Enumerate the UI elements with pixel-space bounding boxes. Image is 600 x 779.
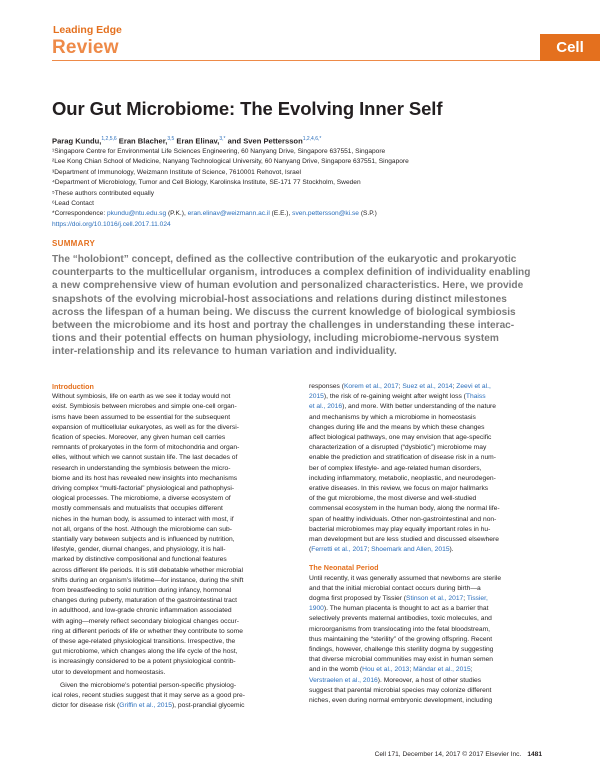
body-text: and in the womb ( bbox=[309, 666, 363, 674]
summary-line: tions and their potential effects on human physiology, including microbiome-nervous system bbox=[52, 333, 499, 345]
author-affiliation-marker: 3,5 bbox=[167, 136, 175, 142]
body-line: across different life periods. It is still debatable whether microbial bbox=[52, 566, 243, 574]
body-line: niches, even during normal embryonic development, including bbox=[309, 697, 493, 705]
section-heading-introduction: Introduction bbox=[52, 382, 94, 391]
body-text: ), post-prandial glycemic bbox=[171, 702, 245, 710]
body-line bbox=[309, 665, 545, 675]
correspondence-text: (S.P.) bbox=[358, 210, 377, 218]
citation-link[interactable]: Griffin et al., 2015 bbox=[119, 702, 172, 710]
citation-link[interactable]: Thaiss bbox=[465, 393, 486, 401]
citation-link[interactable]: Shoemark and Allen, 2015 bbox=[371, 546, 450, 554]
affiliation-line: ⁵These authors contributed equally bbox=[52, 189, 155, 197]
journal-logo: Cell bbox=[540, 34, 600, 61]
citation-link[interactable]: Tissier, bbox=[466, 595, 488, 603]
body-line: utor to development and homeostasis. bbox=[52, 668, 166, 676]
body-line bbox=[52, 701, 288, 711]
body-text: ; bbox=[398, 383, 403, 390]
citation-link[interactable]: Hou et al., 2013 bbox=[362, 666, 410, 674]
section-kicker: Leading Edge bbox=[53, 24, 122, 36]
body-line: of these age-related physiological transitions. Irrespective, the bbox=[52, 638, 236, 646]
body-line: enable the prediction and stratification of disease risk in a num- bbox=[309, 454, 496, 462]
affiliation-line: ¹Singapore Centre for Environmental Life Sciences Engineering, 60 Nanyang Drive, Singapore 637551, Singapore bbox=[52, 148, 386, 155]
body-line: is increasingly considered to be a potent physiological contrib- bbox=[52, 658, 236, 666]
body-text: dictor for disease risk ( bbox=[52, 702, 120, 710]
correspondence-label: *Correspondence: bbox=[52, 210, 107, 218]
citation-link[interactable]: Stinson et al., 2017 bbox=[406, 595, 464, 603]
body-line: and that the initial microbial contact occurs during birth—a bbox=[309, 584, 481, 592]
author-name[interactable]: Eran Elinav, bbox=[176, 136, 220, 146]
body-line: man development but are less studied and discussed elsewhere bbox=[309, 536, 499, 544]
summary-line: between the microbiome and its host and portray the challenges in understanding these interac- bbox=[52, 320, 515, 332]
body-line: exist. Symbiosis between microbes and simple one-cell organ- bbox=[52, 403, 237, 411]
body-line bbox=[309, 392, 545, 402]
body-text: dogma first proposed by Tissier ( bbox=[309, 595, 407, 603]
summary-line: snapshots of the evolving microbial-host associations and relations during distinct milestones bbox=[52, 293, 507, 305]
body-line: span of healthy individuals. Other non-gastrointestinal and non- bbox=[309, 515, 497, 523]
body-line: not all, organs of the host. Although the microbiome can sub- bbox=[52, 525, 232, 533]
author-affiliation-marker: 1,2,4,6,* bbox=[302, 136, 322, 142]
correspondence-line bbox=[52, 209, 552, 219]
body-line: marked by distinctive compositional and functional features bbox=[52, 556, 227, 564]
body-line: affect biological pathways, one may envision that age-specific bbox=[309, 434, 492, 442]
citation-link[interactable]: Ferretti et al., 2017 bbox=[311, 546, 368, 554]
author-affiliation-marker: 1,2,5,6 bbox=[101, 136, 117, 142]
body-text: ; bbox=[409, 666, 414, 674]
summary-line: a new comprehensive view of human evolution and personalized characteristics. Here, we provide bbox=[52, 280, 524, 292]
citation-link[interactable]: Korem et al., 2017 bbox=[343, 383, 399, 390]
body-line: ological processes. The microbiome, a diverse ecosystem of bbox=[52, 495, 231, 503]
correspondence-text: (E.E.), bbox=[269, 210, 293, 218]
body-line bbox=[309, 402, 545, 412]
summary-line: across the lifespan of a human being. We discuss the current knowledge of biological symbiosis bbox=[52, 306, 516, 318]
page-footer bbox=[375, 751, 542, 758]
body-line: gut microbiome, which changes along the life cycle of the host, bbox=[52, 648, 238, 656]
body-line: including inflammatory, metabolic, neoplastic, and neurodegen- bbox=[309, 474, 496, 482]
summary-line: The “holobiont” concept, defined as the collective contribution of the eukaryotic and prokaryotic bbox=[52, 254, 517, 265]
body-line: Given the microbiome’s potential person-specific physiolog- bbox=[60, 681, 237, 689]
body-text: ; bbox=[367, 546, 372, 554]
body-line: and mechanisms by which a microbiome in homeostasis bbox=[309, 413, 476, 421]
body-line: driving complex “multi-factorial” physiological and pathophysi- bbox=[52, 485, 235, 493]
body-text: ; bbox=[463, 595, 467, 603]
author-name[interactable]: Parag Kundu, bbox=[52, 136, 102, 146]
body-text: ( bbox=[309, 546, 312, 554]
section-label: Review bbox=[52, 37, 119, 58]
body-line: findings, however, challenge this sterility dogma by suggesting bbox=[309, 646, 494, 654]
affiliation-line: ⁴Department of Microbiology, Tumor and Cell Biology, Karolinska Institute, SE-171 77 Stockholm, Sweden bbox=[52, 179, 361, 187]
body-line: ical roles, recent studies suggest that it may serve as a good pre- bbox=[52, 692, 245, 700]
body-line: that diverse microbial communities may exist in human semen bbox=[309, 656, 493, 664]
body-line: thus maintaining the “sterility” of the growing offspring. Recent bbox=[309, 635, 493, 643]
affiliations bbox=[52, 147, 552, 230]
section-heading-neonatal: The Neonatal Period bbox=[309, 563, 379, 573]
body-line: stantially vary between subjects and is influenced by nutrition, bbox=[52, 536, 235, 544]
body-line: ring at different periods of life or whether they contribute to some bbox=[52, 627, 243, 635]
citation-link[interactable]: et al., 2016 bbox=[309, 403, 343, 411]
body-line: Until recently, it was generally assumed that newborns are sterile bbox=[309, 574, 502, 582]
body-line: isms have been assumed to be essential for the subsequent bbox=[52, 413, 231, 421]
body-text: ; bbox=[470, 666, 473, 674]
summary-line: counterparts to the multicellular organism, introduces a complex definition of individuality enabling bbox=[52, 267, 531, 279]
article-title: Our Gut Microbiome: The Evolving Inner Self bbox=[52, 98, 443, 119]
author-list bbox=[52, 136, 321, 146]
body-line: suggest that parental microbial species may colonize different bbox=[309, 686, 492, 694]
body-line bbox=[309, 382, 545, 392]
email-link[interactable]: pkundu@ntu.edu.sg bbox=[106, 210, 167, 218]
body-line: remnants of prokaryotes in the form of mitochondria and organ- bbox=[52, 444, 240, 452]
email-link[interactable]: eran.elinav@weizmann.ac.il bbox=[187, 210, 270, 218]
body-line: Without symbiosis, life on earth as we see it today would not bbox=[52, 393, 231, 401]
body-line bbox=[309, 594, 545, 604]
summary-heading: SUMMARY bbox=[52, 239, 96, 248]
author-affiliation-marker: 3,* bbox=[219, 136, 226, 142]
body-line: fication of species. Moreover, any given human cell carries bbox=[52, 434, 226, 442]
body-line: selectively prevents maternal antibodies, toxic molecules, and bbox=[309, 615, 492, 623]
body-line: biome and its host has revealed new insights into mechanisms bbox=[52, 474, 238, 482]
affiliation-line: ²Lee Kong Chian School of Medicine, Nanyang Technological University, 60 Nanyang Drive, Singapore 637551, Singapore bbox=[52, 158, 409, 166]
body-line: erative diseases. In this review, we focus on major hallmarks bbox=[309, 485, 489, 493]
body-line bbox=[309, 604, 545, 614]
author-name[interactable]: and Sven Pettersson bbox=[227, 136, 303, 146]
body-line bbox=[309, 676, 545, 686]
citation-link[interactable]: Mändar et al., 2015 bbox=[413, 666, 471, 674]
page-number: 1481 bbox=[527, 751, 542, 758]
body-text: ), the risk of re-gaining weight after weight loss ( bbox=[323, 393, 466, 401]
summary-line: inter-relationship and its relevance to human variation and individuality. bbox=[52, 346, 397, 358]
citation-footer: Cell 171, December 14, 2017 © 2017 Elsevier Inc. bbox=[374, 751, 522, 758]
body-line: elles, without which we cannot sustain life. The last decades of bbox=[52, 454, 238, 462]
left-column bbox=[52, 382, 288, 712]
body-line: in adulthood, and low-grade chronic inflammation associated bbox=[52, 607, 232, 615]
body-line: commensal ecosystem in the human body, along the normal life- bbox=[309, 505, 500, 513]
body-line: lifestyle, gender, diurnal changes, and physiology, it is hall- bbox=[52, 546, 226, 554]
body-line: expansion of multicellular eukaryotes, as well as for the diversi- bbox=[52, 423, 239, 431]
citation-link[interactable]: 1900 bbox=[309, 605, 324, 613]
summary-text bbox=[52, 253, 549, 359]
email-link[interactable]: sven.pettersson@ki.se bbox=[292, 210, 359, 218]
body-line: niches in the human body, is assumed to interact with most, if bbox=[52, 515, 234, 523]
citation-link[interactable]: 2015 bbox=[309, 393, 324, 401]
body-text: ), and more. With better understanding of the nature bbox=[342, 403, 496, 411]
author-name[interactable]: Eran Blacher, bbox=[118, 136, 168, 146]
affiliation-line: ³Department of Immunology, Weizmann Institute of Science, 7610001 Rehovot, Israel bbox=[52, 168, 301, 176]
body-text: ). bbox=[449, 546, 454, 554]
body-line: characterization of a disrupted (“dysbiotic”) microbiome may bbox=[309, 444, 487, 452]
body-line: from breastfeeding to solid nutrition during infancy, hormonal bbox=[52, 587, 232, 595]
body-line: with aging—merely reflect secondary biological changes occur- bbox=[52, 617, 239, 625]
doi-link[interactable]: https://doi.org/10.1016/j.cell.2017.11.024 bbox=[52, 220, 171, 228]
header-divider bbox=[52, 60, 540, 61]
body-line: ber of complex lifestyle- and age-related human disorders, bbox=[309, 464, 482, 472]
body-line: shifts during an organism’s lifetime—for instance, during the shift bbox=[52, 576, 244, 584]
affiliation-line: ⁶Lead Contact bbox=[52, 200, 94, 208]
body-line: bacterial microbiomes may play equally important roles in hu- bbox=[309, 525, 491, 533]
citation-link[interactable]: Zeevi et al., bbox=[456, 383, 491, 390]
body-line bbox=[309, 545, 545, 555]
body-text: responses ( bbox=[309, 383, 344, 390]
body-line: mostly commensals and mutualists that occupies different bbox=[52, 505, 223, 513]
body-line: changes during puberty, maturation of the gastrointestinal tract bbox=[52, 597, 238, 605]
correspondence-text: (P.K.), bbox=[166, 210, 188, 218]
body-text: ; bbox=[452, 383, 457, 390]
body-text: ). The human placenta is thought to act as a barrier that bbox=[323, 605, 489, 613]
body-line: changes during life and the means by which these changes bbox=[309, 423, 485, 431]
body-text: ). Moreover, a host of other studies bbox=[377, 676, 482, 684]
citation-link[interactable]: Suez et al., 2014 bbox=[402, 383, 453, 390]
body-line: research in understanding the symbiosis between the micro- bbox=[52, 464, 231, 472]
citation-link[interactable]: Verstraelen et al., 2016 bbox=[309, 676, 378, 684]
body-line: microorganisms from translocating into the fetal bloodstream, bbox=[309, 625, 491, 633]
right-column bbox=[309, 382, 545, 706]
body-line: of the gut microbiome, the most diverse and well-studied bbox=[309, 495, 477, 503]
